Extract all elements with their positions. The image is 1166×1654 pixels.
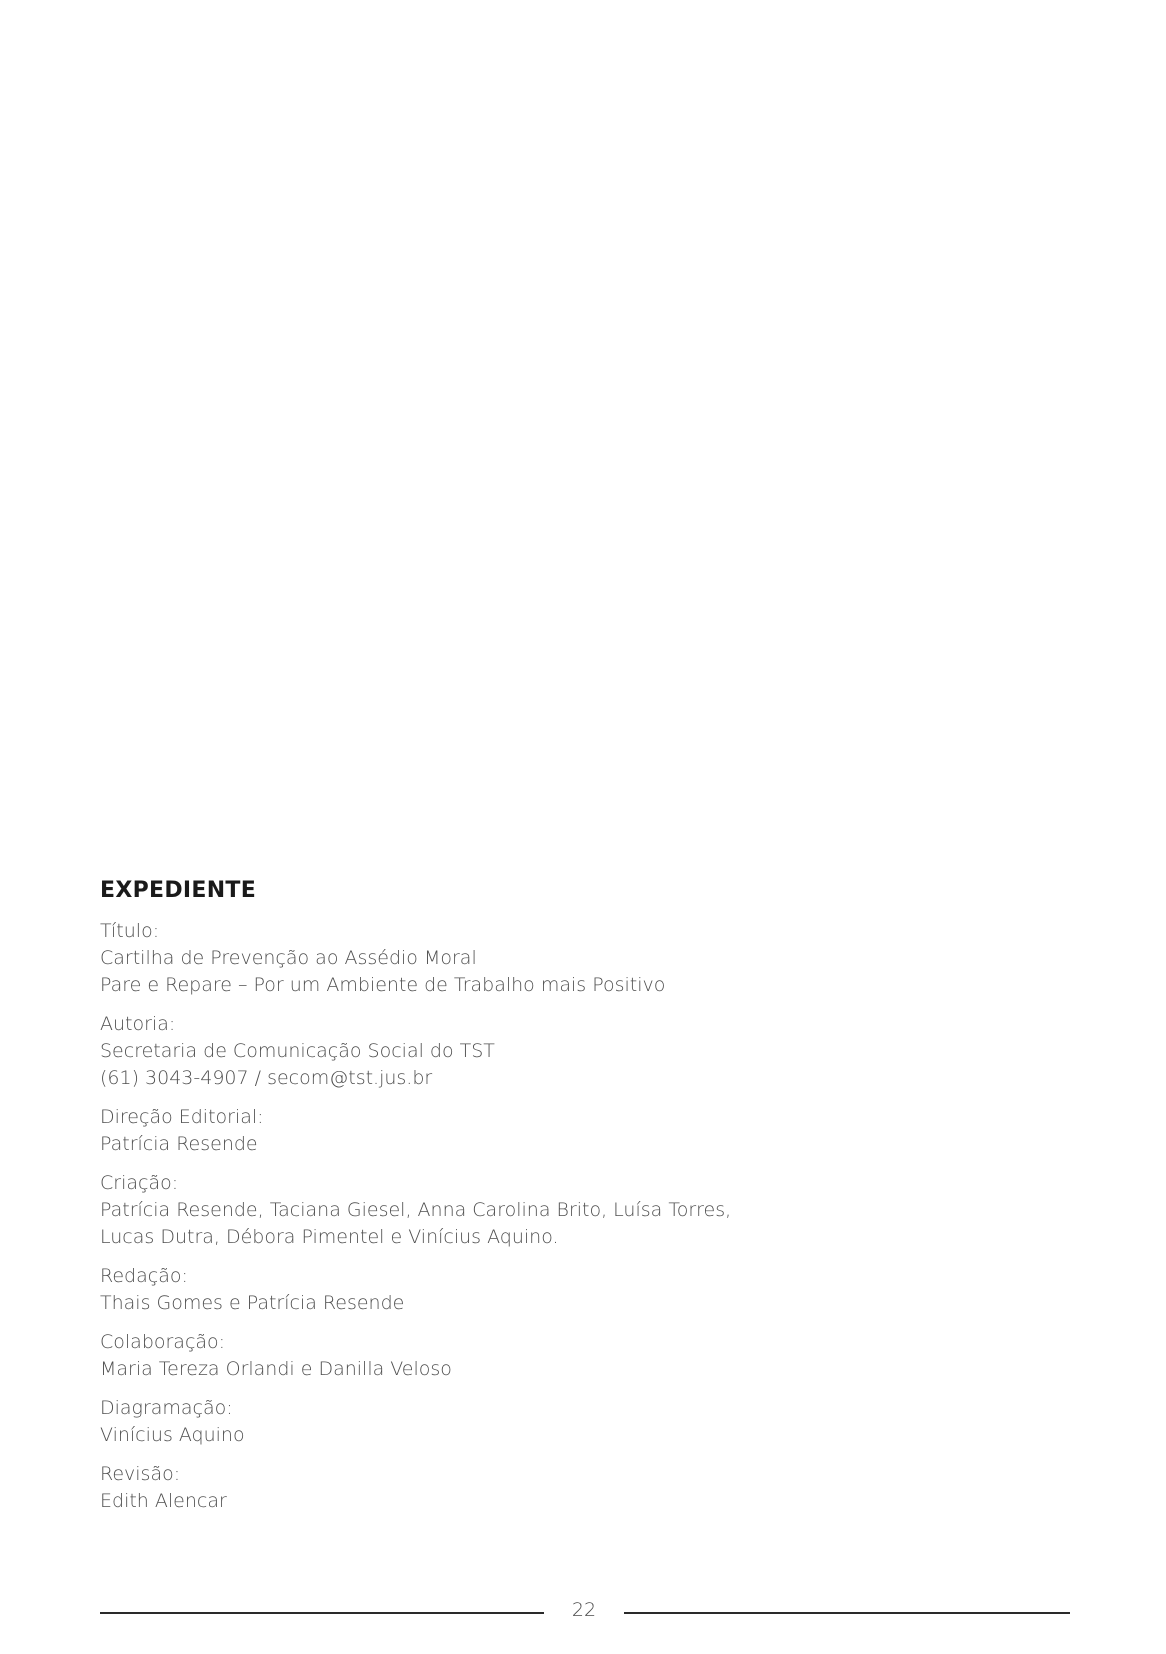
credit-block-diagramacao bbox=[100, 1395, 1000, 1449]
credit-value: Cartilha de Prevenção ao Assédio Moral bbox=[100, 947, 477, 969]
credit-value: Thais Gomes e Patrícia Resende bbox=[100, 1292, 405, 1314]
credit-value: Patrícia Resende bbox=[100, 1133, 258, 1155]
credit-label: Diagramação: bbox=[100, 1397, 233, 1419]
credit-block-revisao bbox=[100, 1461, 1000, 1515]
credit-label: Autoria: bbox=[100, 1013, 176, 1035]
credit-label: Criação: bbox=[100, 1172, 179, 1194]
credit-block-colaboracao bbox=[100, 1329, 1000, 1383]
footer-rule-left bbox=[100, 1612, 544, 1614]
credit-value: Maria Tereza Orlandi e Danilla Veloso bbox=[100, 1358, 452, 1380]
credit-value: Lucas Dutra, Débora Pimentel e Vinícius Aquino. bbox=[100, 1226, 559, 1248]
credit-value: Edith Alencar bbox=[100, 1490, 227, 1512]
credit-block-criacao bbox=[100, 1170, 1000, 1251]
credit-block-autoria bbox=[100, 1011, 1000, 1092]
credit-label: Revisão: bbox=[100, 1463, 181, 1485]
credit-label: Colaboração: bbox=[100, 1331, 226, 1353]
credit-block-titulo bbox=[100, 918, 1000, 999]
credit-value: Vinícius Aquino bbox=[100, 1424, 245, 1446]
page-footer bbox=[100, 1597, 1070, 1627]
footer-rule-right bbox=[624, 1612, 1070, 1614]
credit-value: (61) 3043-4907 / secom@tst.jus.br bbox=[100, 1067, 433, 1089]
credit-block-direcao-editorial bbox=[100, 1104, 1000, 1158]
page-number: 22 bbox=[571, 1599, 597, 1621]
credit-label: Título: bbox=[100, 920, 160, 942]
credit-value: Pare e Repare – Por um Ambiente de Trabalho mais Positivo bbox=[100, 974, 666, 996]
credit-value: Secretaria de Comunicação Social do TST bbox=[100, 1040, 495, 1062]
credit-block-redacao bbox=[100, 1263, 1000, 1317]
credit-label: Redação: bbox=[100, 1265, 188, 1287]
expediente-section bbox=[100, 878, 1000, 1527]
section-heading: EXPEDIENTE bbox=[100, 878, 257, 903]
credit-label: Direção Editorial: bbox=[100, 1106, 264, 1128]
credit-value: Patrícia Resende, Taciana Giesel, Anna Carolina Brito, Luísa Torres, bbox=[100, 1199, 732, 1221]
